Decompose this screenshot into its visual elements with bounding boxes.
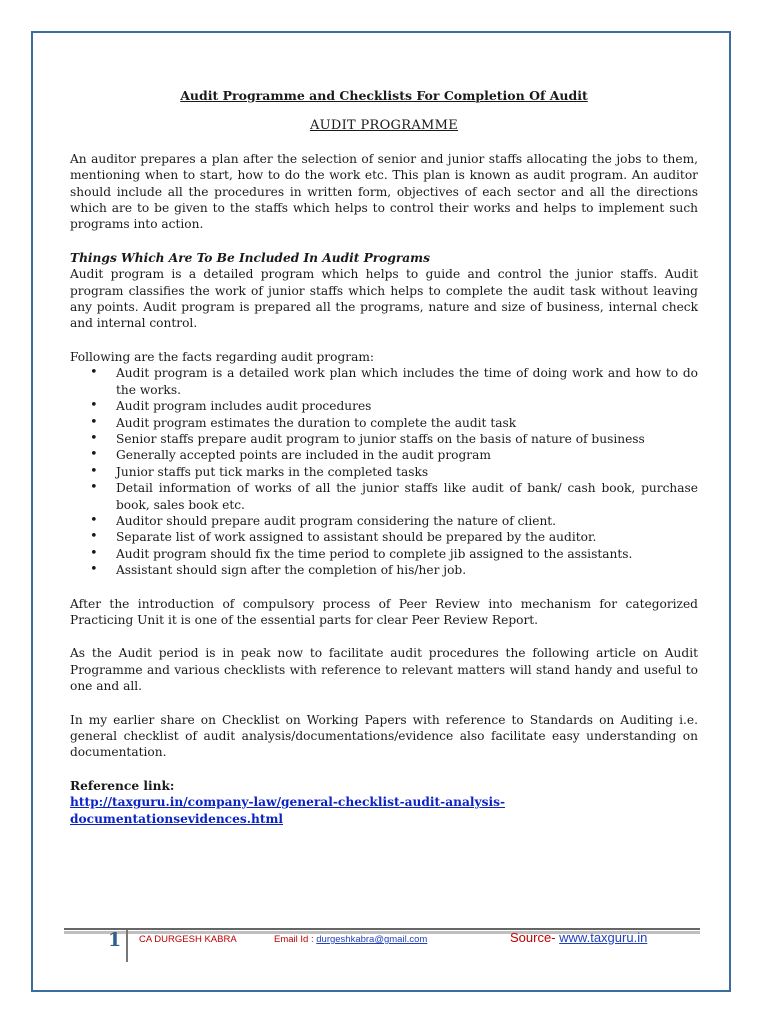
list-item: • Detail information of works of all the junior staffs like audit of bank/ cash book, purchase book, sales book etc. [70,480,698,513]
footer-source [510,930,647,945]
footer-email-block [274,934,427,945]
facts-list [70,365,698,578]
document-subtitle: AUDIT PROGRAMME [309,118,459,134]
document-title: Audit Programme and Checklists For Completion Of Audit [180,88,588,103]
list-item: • Assistant should sign after the completion of his/her job. [70,562,698,578]
footer-source-link[interactable]: www.taxguru.in [559,930,648,945]
section-body: Audit program is a detailed program which helps to guide and control the junior staffs. Audit program classifies the work of junior staffs which helps to complete the audit task without leaving any points. Audit program is prepared all the programs, nature and size of business, internal check and internal control. [70,267,698,331]
footer-divider [126,930,128,962]
earlier-share-paragraph: In my earlier share on Checklist on Working Papers with reference to Standards on Auditing i.e. general checklist of audit analysis/documentations/evidence also facilitate easy understanding on documentation. [70,712,698,760]
list-item: • Audit program is a detailed work plan which includes the time of doing work and how to do the works. [70,365,698,398]
document-body [70,88,698,827]
list-item: • Audit program includes audit procedures [70,398,698,414]
reference-link[interactable]: http://taxguru.in/company-law/general-checklist-audit-analysis-documentationsevidences.html [70,795,506,826]
peer-review-paragraph: After the introduction of compulsory process of Peer Review into mechanism for categorized Practicing Unit it is one of the essential parts for clear Peer Review Report. [70,596,698,627]
intro-paragraph: An auditor prepares a plan after the selection of senior and junior staffs allocating the jobs to them, mentioning when to start, how to do the work etc. This plan is known as audit program. An auditor should include all the procedures in written form, objectives of each sector and all the directions which are to be given to the staffs which helps to control their works and helps to implement such programs into action. [70,151,698,232]
list-item: • Senior staffs prepare audit program to junior staffs on the basis of nature of business [70,431,698,447]
list-item: • Auditor should prepare audit program considering the nature of client. [70,513,698,529]
footer-email-link[interactable]: durgeshkabra@gmail.com [316,934,428,945]
list-item: • Separate list of work assigned to assistant should be prepared by the auditor. [70,529,698,545]
audit-period-paragraph: As the Audit period is in peak now to facilitate audit procedures the following article on Audit Programme and various checklists with reference to relevant matters will stand handy and useful to one and all. [70,646,698,694]
page-number: 1 [108,929,122,951]
footer-email-label: Email Id : [274,934,314,945]
list-item: • Generally accepted points are included in the audit program [70,447,698,463]
list-item: • Audit program estimates the duration to complete the audit task [70,415,698,431]
footer-source-label: Source- [510,930,556,945]
facts-intro: Following are the facts regarding audit program: [70,349,375,364]
list-item: • Audit program should fix the time period to complete jib assigned to the assistants. [70,546,698,562]
section-heading: Things Which Are To Be Included In Audit Programs [70,250,430,265]
list-item: • Junior staffs put tick marks in the completed tasks [70,464,698,480]
reference-label: Reference link: [70,778,175,793]
footer-author: CA DURGESH KABRA [139,934,237,945]
